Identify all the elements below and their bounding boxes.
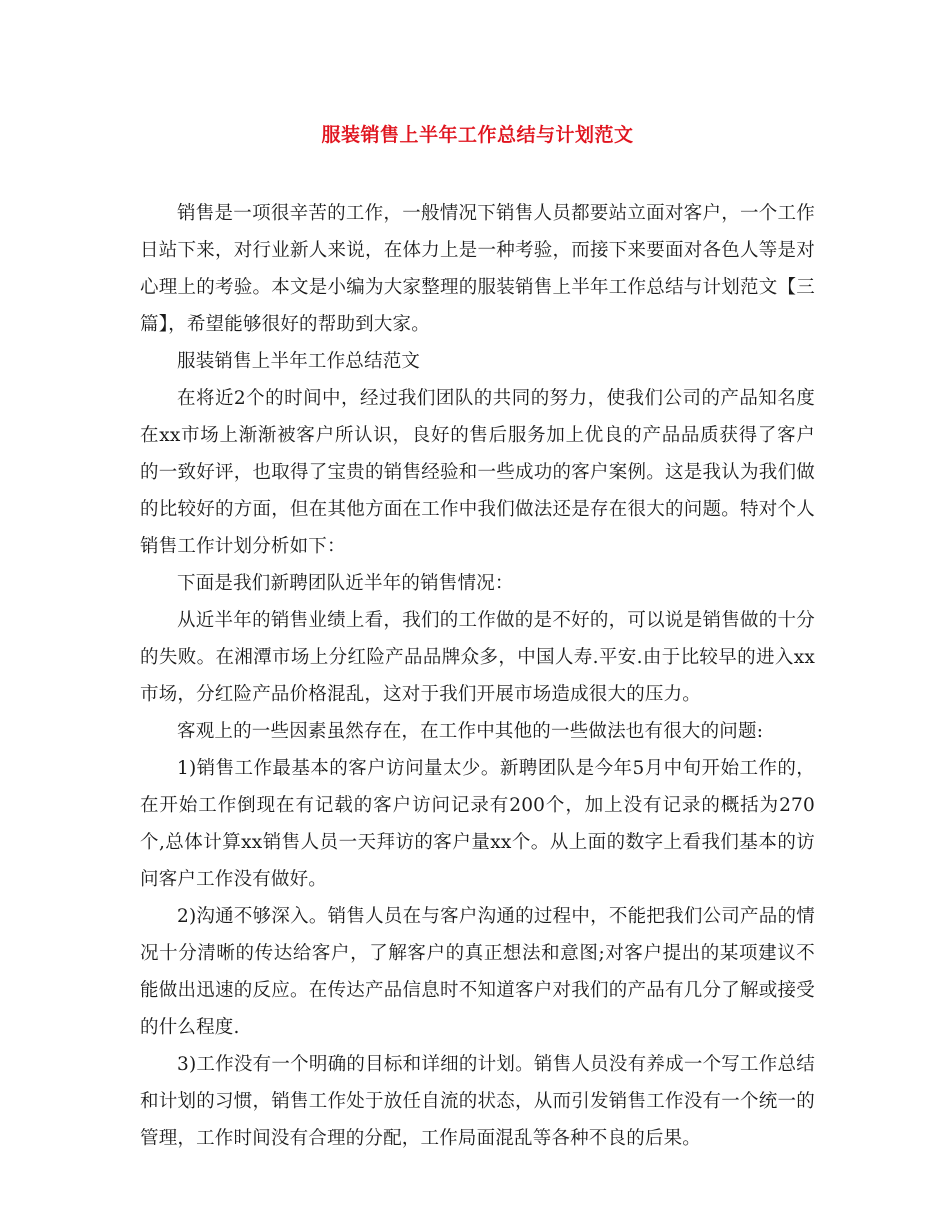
section-heading: 服装销售上半年工作总结范文 [177,351,421,372]
list-item-paragraph: 2)沟通不够深入。销售人员在与客户沟通的过程中，不能把我们公司产品的情况十分清晰的传达给客户，了解客户的真正想法和意图;对客户提出的某项建议不能做出迅速的反应。在传达产品信息时不知道客户对我们的产品有几分了解或接受的什么程度. [140,906,815,1038]
body-paragraph: 从近半年的销售业绩上看，我们的工作做的是不好的，可以说是销售做的十分的失败。在湘潭市场上分红险产品品牌众多，中国人寿.平安.由于比较早的进入xx市场，分红险产品价格混乱，这对于我们开展市场造成很大的压力。 [140,610,815,705]
intro-paragraph: 销售是一项很辛苦的工作，一般情况下销售人员都要站立面对客户，一个工作日站下来，对行业新人来说，在体力上是一种考验，而接下来要面对各色人等是对心理上的考验。本文是小编为大家整理的服装销售上半年工作总结与计划范文【三篇】，希望能够很好的帮助到大家。 [140,203,815,335]
list-item-paragraph: 1)销售工作最基本的客户访问量太少。新聘团队是今年5月中旬开始工作的，在开始工作倒现在有记载的客户访问记录有200个，加上没有记录的概括为270个,总体计算xx销售人员一天拜访的客户量xx个。从上面的数字上看我们基本的访问客户工作没有做好。 [140,758,815,890]
document-page [140,115,815,1157]
document-title: 服装销售上半年工作总结与计划范文 [321,124,634,146]
body-paragraph: 在将近2个的时间中，经过我们团队的共同的努力，使我们公司的产品知名度在xx市场上渐渐被客户所认识，良好的售后服务加上优良的产品品质获得了客户的一致好评，也取得了宝贵的销售经验和一些成功的客户案例。这是我认为我们做的比较好的方面，但在其他方面在工作中我们做法还是存在很大的问题。特对个人销售工作计划分析如下： [140,388,815,557]
body-paragraph: 客观上的一些因素虽然存在，在工作中其他的一些做法也有很大的问题: [177,721,764,742]
list-item-paragraph: 3)工作没有一个明确的目标和详细的计划。销售人员没有养成一个写工作总结和计划的习惯，销售工作处于放任自流的状态，从而引发销售工作没有一个统一的管理，工作时间没有合理的分配，工作局面混乱等各种不良的后果。 [140,1054,815,1149]
body-paragraph: 下面是我们新聘团队近半年的销售情况： [177,573,514,594]
